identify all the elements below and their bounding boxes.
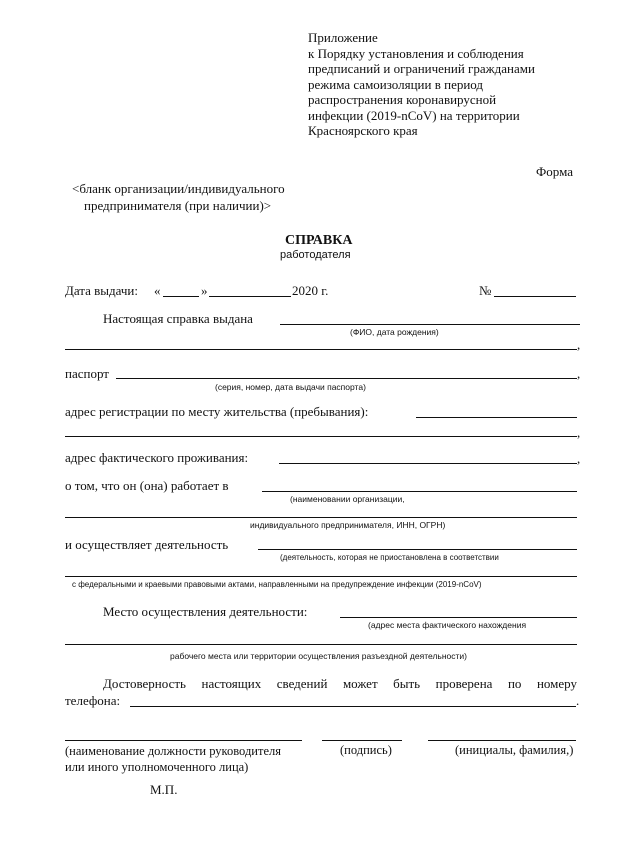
activity-hint: (деятельность, которая не приостановлена в соответствии (280, 553, 499, 562)
works-at-label: о том, что он (она) работает в (65, 478, 229, 493)
letterhead-line: <бланк организации/индивидуального (72, 181, 285, 196)
year-text: 2020 г. (292, 283, 329, 298)
position-hint-line: или иного уполномоченного лица) (65, 760, 249, 774)
letterhead-line: предпринимателя (при наличии)> (84, 198, 272, 213)
position-hint (65, 743, 281, 775)
name-field[interactable] (428, 740, 576, 741)
place-hint: (адрес места фактического нахождения (368, 620, 527, 630)
organization-field-continued[interactable] (65, 517, 577, 518)
number-field[interactable] (494, 296, 576, 297)
passport-field[interactable] (116, 378, 577, 379)
organization-field[interactable] (262, 491, 577, 492)
form-label: Форма (536, 164, 573, 179)
letterhead-placeholder (72, 180, 285, 214)
appendix-line: Приложение (308, 30, 378, 45)
day-field[interactable] (163, 296, 199, 297)
appendix-line: распространения коронавирусной (308, 92, 497, 107)
fio-hint: (ФИО, дата рождения) (350, 327, 439, 337)
appendix-line: к Порядку установления и соблюдения (308, 45, 524, 61)
place-field-continued[interactable] (65, 644, 577, 645)
signature-hint: (подпись) (340, 743, 392, 757)
activity-label: и осуществляет деятельность (65, 537, 229, 552)
document-title: СПРАВКА (285, 233, 353, 248)
appendix-line: Красноярского края (308, 123, 418, 138)
signature-field[interactable] (322, 740, 402, 741)
quote-open: « (154, 283, 161, 298)
issued-to-label: Настоящая справка выдана (103, 311, 253, 326)
issue-date-label: Дата выдачи: (65, 283, 139, 298)
verify-text: Достоверность настоящих сведений может быть проверена по номеру (103, 676, 577, 691)
fio-field[interactable] (280, 324, 580, 325)
quote-close: » (201, 283, 208, 298)
activity-field-continued[interactable] (65, 576, 577, 577)
phone-field[interactable] (130, 706, 576, 707)
place-label: Место осуществления деятельности: (103, 604, 308, 619)
passport-hint: (серия, номер, дата выдачи паспорта) (215, 382, 366, 392)
number-sign: № (479, 283, 492, 298)
appendix-line: режима самоизоляции в период (308, 76, 484, 92)
place-hint-continued: рабочего места или территории осуществления разъездной деятельности) (170, 651, 467, 661)
place-field[interactable] (340, 617, 577, 618)
actual-address-field[interactable] (279, 463, 577, 464)
organization-hint-continued: индивидуального предпринимателя, ИНН, ОГРН) (250, 520, 446, 530)
name-hint: (инициалы, фамилия,) (455, 743, 574, 757)
position-hint-line: (наименование должности руководителя (65, 744, 281, 758)
reg-address-label: адрес регистрации по месту жительства (пребывания): (65, 404, 369, 419)
document-subtitle: работодателя (280, 249, 351, 261)
actual-address-label: адрес фактического проживания: (65, 450, 249, 465)
activity-field[interactable] (258, 549, 577, 550)
month-field[interactable] (209, 296, 291, 297)
reg-address-field[interactable] (416, 417, 577, 418)
phone-label: телефона: (65, 693, 121, 708)
fio-field-continued[interactable] (65, 349, 577, 350)
appendix-line: предписаний и ограничений гражданами (308, 61, 535, 76)
passport-label: паспорт (65, 366, 109, 381)
activity-hint-continued: с федеральными и краевыми правовыми актами, направленными на предупреждение инфекции (2019-nCoV) (72, 580, 482, 589)
organization-hint: (наименовании организации, (290, 494, 405, 504)
position-field[interactable] (65, 740, 302, 741)
stamp-place: М.П. (150, 782, 178, 797)
appendix-line: инфекции (2019-nCoV) на территории (308, 107, 520, 123)
reg-address-field-continued[interactable] (65, 436, 577, 437)
appendix-header (308, 30, 535, 139)
